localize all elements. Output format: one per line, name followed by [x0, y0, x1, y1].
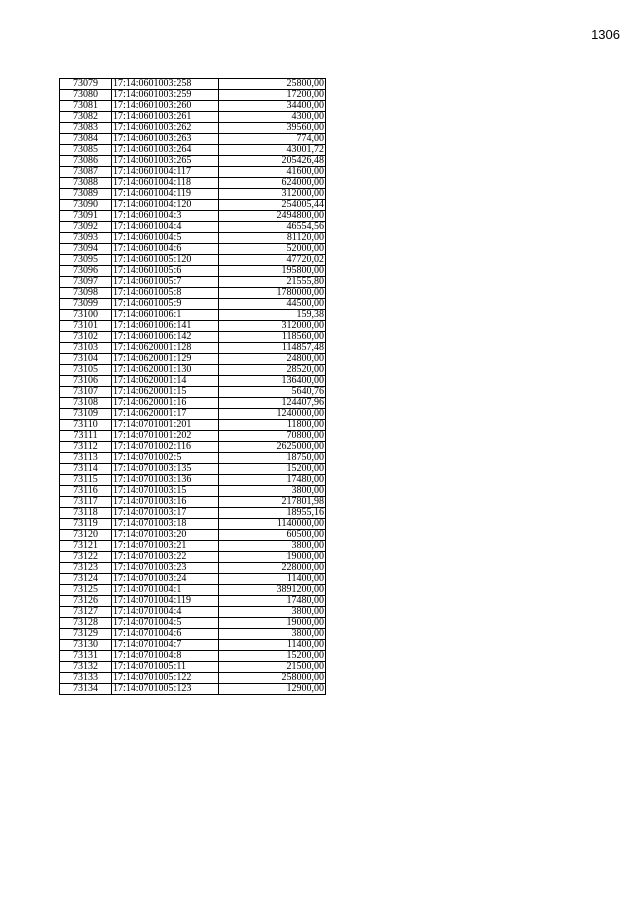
row-number: 73117 [60, 497, 112, 508]
cadastral-number: 17:14:0701003:24 [112, 574, 219, 585]
row-number: 73121 [60, 541, 112, 552]
cadastral-value: 159,38 [219, 310, 326, 321]
cadastral-number: 17:14:0701004:5 [112, 618, 219, 629]
cadastral-number: 17:14:0620001:129 [112, 354, 219, 365]
cadastral-number: 17:14:0701003:15 [112, 486, 219, 497]
table-row [60, 563, 326, 574]
cadastral-number: 17:14:0701003:20 [112, 530, 219, 541]
cadastral-value: 19000,00 [219, 552, 326, 563]
row-number: 73132 [60, 662, 112, 673]
cadastral-value: 17480,00 [219, 475, 326, 486]
cadastral-value: 3800,00 [219, 607, 326, 618]
row-number: 73122 [60, 552, 112, 563]
cadastral-value: 3800,00 [219, 486, 326, 497]
row-number: 73101 [60, 321, 112, 332]
row-number: 73110 [60, 420, 112, 431]
row-number: 73080 [60, 90, 112, 101]
row-number: 73109 [60, 409, 112, 420]
cadastral-number: 17:14:0601003:262 [112, 123, 219, 134]
row-number: 73134 [60, 684, 112, 695]
cadastral-value: 2625000,00 [219, 442, 326, 453]
row-number: 73098 [60, 288, 112, 299]
cadastral-number: 17:14:0701004:1 [112, 585, 219, 596]
table-row [60, 233, 326, 244]
cadastral-number: 17:14:0701003:22 [112, 552, 219, 563]
cadastral-value: 124407,96 [219, 398, 326, 409]
cadastral-number: 17:14:0701005:123 [112, 684, 219, 695]
cadastral-number: 17:14:0601004:117 [112, 167, 219, 178]
table-row [60, 244, 326, 255]
cadastral-value: 312000,00 [219, 189, 326, 200]
cadastral-number: 17:14:0701003:17 [112, 508, 219, 519]
row-number: 73084 [60, 134, 112, 145]
cadastral-value: 46554,56 [219, 222, 326, 233]
cadastral-value: 254005,44 [219, 200, 326, 211]
table-row [60, 299, 326, 310]
row-number: 73127 [60, 607, 112, 618]
row-number: 73126 [60, 596, 112, 607]
row-number: 73093 [60, 233, 112, 244]
cadastral-number: 17:14:0701002:5 [112, 453, 219, 464]
table-row [60, 629, 326, 640]
cadastral-value: 43001,72 [219, 145, 326, 156]
cadastral-number: 17:14:0601004:4 [112, 222, 219, 233]
cadastral-number: 17:14:0601003:264 [112, 145, 219, 156]
row-number: 73094 [60, 244, 112, 255]
row-number: 73089 [60, 189, 112, 200]
table-row [60, 684, 326, 695]
cadastral-value: 19000,00 [219, 618, 326, 629]
row-number: 73129 [60, 629, 112, 640]
row-number: 73079 [60, 79, 112, 90]
page-number: 1306 [591, 27, 620, 42]
table-row [60, 453, 326, 464]
cadastral-value: 1240000,00 [219, 409, 326, 420]
row-number: 73123 [60, 563, 112, 574]
row-number: 73120 [60, 530, 112, 541]
cadastral-number: 17:14:0601004:119 [112, 189, 219, 200]
cadastral-value: 17480,00 [219, 596, 326, 607]
table-row [60, 266, 326, 277]
cadastral-number: 17:14:0701003:16 [112, 497, 219, 508]
table-row [60, 442, 326, 453]
cadastral-value: 34400,00 [219, 101, 326, 112]
cadastral-number: 17:14:0601006:1 [112, 310, 219, 321]
cadastral-value: 2494800,00 [219, 211, 326, 222]
cadastral-value: 11400,00 [219, 640, 326, 651]
cadastral-value: 312000,00 [219, 321, 326, 332]
table-row [60, 409, 326, 420]
cadastral-value: 205426,48 [219, 156, 326, 167]
cadastral-number: 17:14:0701003:18 [112, 519, 219, 530]
table-row [60, 541, 326, 552]
cadastral-number: 17:14:0620001:17 [112, 409, 219, 420]
cadastral-number: 17:14:0701004:8 [112, 651, 219, 662]
table-row [60, 486, 326, 497]
cadastral-number: 17:14:0601005:120 [112, 255, 219, 266]
row-number: 73086 [60, 156, 112, 167]
row-number: 73081 [60, 101, 112, 112]
table-row [60, 497, 326, 508]
row-number: 73116 [60, 486, 112, 497]
table-row [60, 552, 326, 563]
cadastral-value: 136400,00 [219, 376, 326, 387]
table-row [60, 519, 326, 530]
table-row [60, 387, 326, 398]
table-row [60, 475, 326, 486]
cadastral-value: 44500,00 [219, 299, 326, 310]
cadastral-number: 17:14:0620001:130 [112, 365, 219, 376]
cadastral-number: 17:14:0620001:16 [112, 398, 219, 409]
cadastral-value: 47720,02 [219, 255, 326, 266]
cadastral-number: 17:14:0701005:122 [112, 673, 219, 684]
cadastral-number: 17:14:0701004:6 [112, 629, 219, 640]
row-number: 73097 [60, 277, 112, 288]
table-row [60, 365, 326, 376]
cadastral-number: 17:14:0701002:116 [112, 442, 219, 453]
row-number: 73119 [60, 519, 112, 530]
table-row [60, 200, 326, 211]
cadastral-number: 17:14:0620001:14 [112, 376, 219, 387]
cadastral-value: 18955,16 [219, 508, 326, 519]
row-number: 73118 [60, 508, 112, 519]
cadastral-value: 12900,00 [219, 684, 326, 695]
cadastral-value: 3891200,00 [219, 585, 326, 596]
cadastral-value: 21555,80 [219, 277, 326, 288]
row-number: 73102 [60, 332, 112, 343]
cadastral-value: 195800,00 [219, 266, 326, 277]
cadastral-value: 5640,76 [219, 387, 326, 398]
table-row [60, 79, 326, 90]
cadastral-number: 17:14:0701003:136 [112, 475, 219, 486]
cadastral-value: 18750,00 [219, 453, 326, 464]
cadastral-value: 15200,00 [219, 464, 326, 475]
table-row [60, 332, 326, 343]
cadastral-number: 17:14:0701003:21 [112, 541, 219, 552]
row-number: 73125 [60, 585, 112, 596]
cadastral-value: 17200,00 [219, 90, 326, 101]
row-number: 73090 [60, 200, 112, 211]
table-row [60, 651, 326, 662]
table-row [60, 640, 326, 651]
table-row [60, 189, 326, 200]
row-number: 73133 [60, 673, 112, 684]
row-number: 73124 [60, 574, 112, 585]
table-body [60, 79, 326, 695]
table-row [60, 607, 326, 618]
table-row [60, 310, 326, 321]
cadastral-number: 17:14:0701003:23 [112, 563, 219, 574]
row-number: 73130 [60, 640, 112, 651]
cadastral-number: 17:14:0601005:7 [112, 277, 219, 288]
cadastral-number: 17:14:0701003:135 [112, 464, 219, 475]
table-row [60, 321, 326, 332]
row-number: 73095 [60, 255, 112, 266]
table-row [60, 585, 326, 596]
cadastral-number: 17:14:0601003:261 [112, 112, 219, 123]
cadastral-value: 39560,00 [219, 123, 326, 134]
table-row [60, 376, 326, 387]
cadastral-value: 228000,00 [219, 563, 326, 574]
cadastral-number: 17:14:0601005:8 [112, 288, 219, 299]
table-row [60, 464, 326, 475]
row-number: 73099 [60, 299, 112, 310]
table-row [60, 288, 326, 299]
table-row [60, 618, 326, 629]
cadastral-value: 3800,00 [219, 541, 326, 552]
row-number: 73131 [60, 651, 112, 662]
table-row [60, 123, 326, 134]
table-row [60, 178, 326, 189]
table-row [60, 530, 326, 541]
cadastral-value: 118560,00 [219, 332, 326, 343]
row-number: 73088 [60, 178, 112, 189]
table-row [60, 211, 326, 222]
row-number: 73111 [60, 431, 112, 442]
cadastral-value: 114857,48 [219, 343, 326, 354]
table-row [60, 145, 326, 156]
table-row [60, 343, 326, 354]
cadastral-number: 17:14:0601003:260 [112, 101, 219, 112]
table-row [60, 112, 326, 123]
row-number: 73106 [60, 376, 112, 387]
cadastral-value: 81120,00 [219, 233, 326, 244]
cadastral-value: 21500,00 [219, 662, 326, 673]
cadastral-number: 17:14:0701001:201 [112, 420, 219, 431]
row-number: 73115 [60, 475, 112, 486]
row-number: 73083 [60, 123, 112, 134]
cadastral-value: 60500,00 [219, 530, 326, 541]
cadastral-number: 17:14:0601004:6 [112, 244, 219, 255]
table-row [60, 508, 326, 519]
table-row [60, 255, 326, 266]
row-number: 73105 [60, 365, 112, 376]
cadastral-value: 774,00 [219, 134, 326, 145]
cadastral-number: 17:14:0620001:15 [112, 387, 219, 398]
cadastral-number: 17:14:0601004:3 [112, 211, 219, 222]
table-row [60, 431, 326, 442]
cadastral-number: 17:14:0601005:9 [112, 299, 219, 310]
cadastral-number: 17:14:0701004:4 [112, 607, 219, 618]
cadastral-number: 17:14:0601004:118 [112, 178, 219, 189]
table-row [60, 596, 326, 607]
cadastral-number: 17:14:0701004:119 [112, 596, 219, 607]
cadastral-number: 17:14:0701001:202 [112, 431, 219, 442]
row-number: 73112 [60, 442, 112, 453]
cadastral-number: 17:14:0601004:120 [112, 200, 219, 211]
cadastral-number: 17:14:0701005:11 [112, 662, 219, 673]
cadastral-value: 11800,00 [219, 420, 326, 431]
cadastral-value: 624000,00 [219, 178, 326, 189]
cadastral-value: 28520,00 [219, 365, 326, 376]
cadastral-number: 17:14:0601003:263 [112, 134, 219, 145]
table-row [60, 662, 326, 673]
table-row [60, 354, 326, 365]
cadastral-value: 217801,98 [219, 497, 326, 508]
row-number: 73103 [60, 343, 112, 354]
cadastral-value: 258000,00 [219, 673, 326, 684]
table-row [60, 420, 326, 431]
row-number: 73100 [60, 310, 112, 321]
cadastral-value: 1140000,00 [219, 519, 326, 530]
row-number: 73114 [60, 464, 112, 475]
row-number: 73128 [60, 618, 112, 629]
cadastral-number: 17:14:0601003:258 [112, 79, 219, 90]
table-row [60, 574, 326, 585]
table-row [60, 156, 326, 167]
row-number: 73108 [60, 398, 112, 409]
table-row [60, 398, 326, 409]
cadastral-value: 3800,00 [219, 629, 326, 640]
table-row [60, 90, 326, 101]
cadastral-number: 17:14:0601006:142 [112, 332, 219, 343]
row-number: 73096 [60, 266, 112, 277]
table-row [60, 167, 326, 178]
row-number: 73113 [60, 453, 112, 464]
table-row [60, 673, 326, 684]
row-number: 73107 [60, 387, 112, 398]
cadastral-number: 17:14:0601004:5 [112, 233, 219, 244]
row-number: 73087 [60, 167, 112, 178]
cadastral-number: 17:14:0601003:265 [112, 156, 219, 167]
cadastral-value: 1780000,00 [219, 288, 326, 299]
row-number: 73104 [60, 354, 112, 365]
table-row [60, 134, 326, 145]
cadastral-value: 4300,00 [219, 112, 326, 123]
cadastral-value: 24800,00 [219, 354, 326, 365]
cadastral-value-table [59, 78, 326, 695]
cadastral-value: 70800,00 [219, 431, 326, 442]
cadastral-number: 17:14:0601006:141 [112, 321, 219, 332]
cadastral-number: 17:14:0601003:259 [112, 90, 219, 101]
cadastral-value: 15200,00 [219, 651, 326, 662]
cadastral-value: 11400,00 [219, 574, 326, 585]
cadastral-value: 25800,00 [219, 79, 326, 90]
table-row [60, 277, 326, 288]
table-row [60, 101, 326, 112]
cadastral-value: 41600,00 [219, 167, 326, 178]
row-number: 73085 [60, 145, 112, 156]
cadastral-number: 17:14:0601005:6 [112, 266, 219, 277]
row-number: 73082 [60, 112, 112, 123]
row-number: 73091 [60, 211, 112, 222]
row-number: 73092 [60, 222, 112, 233]
cadastral-number: 17:14:0701004:7 [112, 640, 219, 651]
cadastral-number: 17:14:0620001:128 [112, 343, 219, 354]
table-row [60, 222, 326, 233]
cadastral-value: 52000,00 [219, 244, 326, 255]
